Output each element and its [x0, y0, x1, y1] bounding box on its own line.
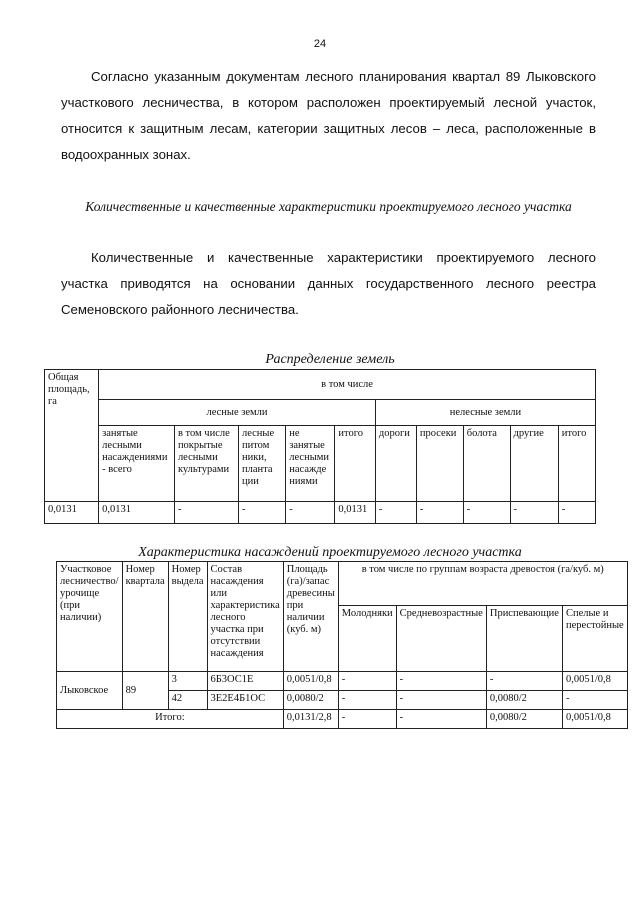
table-land-distribution-caption: Распределение земель: [265, 352, 395, 367]
cell-total-label: Итого:: [57, 710, 284, 729]
cell-maturing: -: [486, 672, 562, 691]
header-column-0: занятые лесными насаждениями - всего: [99, 426, 175, 502]
cell-total-young: -: [338, 710, 396, 729]
header-age-column-1: Средневозрастные: [396, 606, 486, 672]
cell-value-3: -: [238, 502, 285, 524]
page-number: 24: [313, 38, 327, 50]
cell-total-middle-aged: -: [396, 710, 486, 729]
paragraph-characteristics: Количественные и качественные характеристики проектируемого лесного участка приводятся на основании данных государственного лесного реестра Семеновского районного лесничества.: [61, 250, 596, 317]
cell-quarter: 89: [122, 672, 168, 710]
table-stands: [56, 561, 628, 729]
cell-value-0: 0,0131: [45, 502, 99, 524]
header-age-column-0: Молодняки: [338, 606, 396, 672]
cell-value-4: -: [286, 502, 335, 524]
table-stands-caption: Характеристика насаждений проектируемого лесного участка: [138, 545, 522, 560]
header-column-4: итого: [335, 426, 375, 502]
header-column-7: болота: [463, 426, 510, 502]
header-age-column-2: Приспевающие: [486, 606, 562, 672]
table-land-distribution: [44, 369, 596, 524]
cell-maturing: 0,0080/2: [486, 691, 562, 710]
cell-total-maturing: 0,0080/2: [486, 710, 562, 729]
cell-composition: 3Е2Е4Б1ОС: [207, 691, 283, 710]
header-column-9: итого: [558, 426, 595, 502]
header-quarter: Номер квартала: [122, 562, 168, 672]
header-total-area: Общая площадь, га: [45, 370, 99, 502]
header-column-8: другие: [510, 426, 558, 502]
cell-value-8: -: [463, 502, 510, 524]
cell-mature: -: [562, 691, 627, 710]
cell-middle-aged: -: [396, 691, 486, 710]
header-column-5: дороги: [375, 426, 416, 502]
cell-value-5: 0,0131: [335, 502, 375, 524]
header-column-3: не занятые лесными насажде ниями: [286, 426, 335, 502]
cell-total-mature: 0,0051/0,8: [562, 710, 627, 729]
cell-mature: 0,0051/0,8: [562, 672, 627, 691]
cell-area: 0,0051/0,8: [283, 672, 338, 691]
cell-value-2: -: [174, 502, 238, 524]
cell-value-1: 0,0131: [99, 502, 175, 524]
paragraph-forest-category: Согласно указанным документам лесного планирования квартал 89 Лыковского участкового лесничества, в котором расположен проектируемый лесной участок, относится к защитным лесам, категории защитных лесов – леса, расположенные в водоохранных зонах.: [61, 69, 596, 162]
header-section: Участковое лесничество/ урочище (при наличии): [57, 562, 123, 672]
header-column-6: просеки: [416, 426, 463, 502]
cell-composition: 6Б3ОС1Е: [207, 672, 283, 691]
cell-value-6: -: [375, 502, 416, 524]
header-area: Площадь (га)/запас древесины при наличии (куб. м): [283, 562, 338, 672]
cell-section-name: Лыковское: [57, 672, 123, 710]
cell-value-9: -: [510, 502, 558, 524]
header-composition: Состав насаждения или характеристика лесного участка при отсутствии насаждения: [207, 562, 283, 672]
cell-total-area: 0,0131/2,8: [283, 710, 338, 729]
cell-area: 0,0080/2: [283, 691, 338, 710]
cell-young: -: [338, 691, 396, 710]
cell-plot: 3: [168, 672, 207, 691]
cell-plot: 42: [168, 691, 207, 710]
cell-value-7: -: [416, 502, 463, 524]
cell-middle-aged: -: [396, 672, 486, 691]
cell-value-10: -: [558, 502, 595, 524]
header-age-column-3: Спелые и перестойные: [562, 606, 627, 672]
section-subheading: Количественные и качественные характеристики проектируемого лесного участка: [85, 199, 572, 214]
header-nonforest-lands: нелесные земли: [375, 400, 595, 426]
header-column-1: в том числе покрытые лесными культурами: [174, 426, 238, 502]
header-column-2: лесные питом ники, планта ции: [238, 426, 285, 502]
cell-young: -: [338, 672, 396, 691]
header-age-groups: в том числе по группам возраста древостоя (га/куб. м): [338, 562, 627, 606]
header-forest-lands: лесные земли: [99, 400, 376, 426]
header-including: в том числе: [99, 370, 596, 400]
header-plot: Номер выдела: [168, 562, 207, 672]
